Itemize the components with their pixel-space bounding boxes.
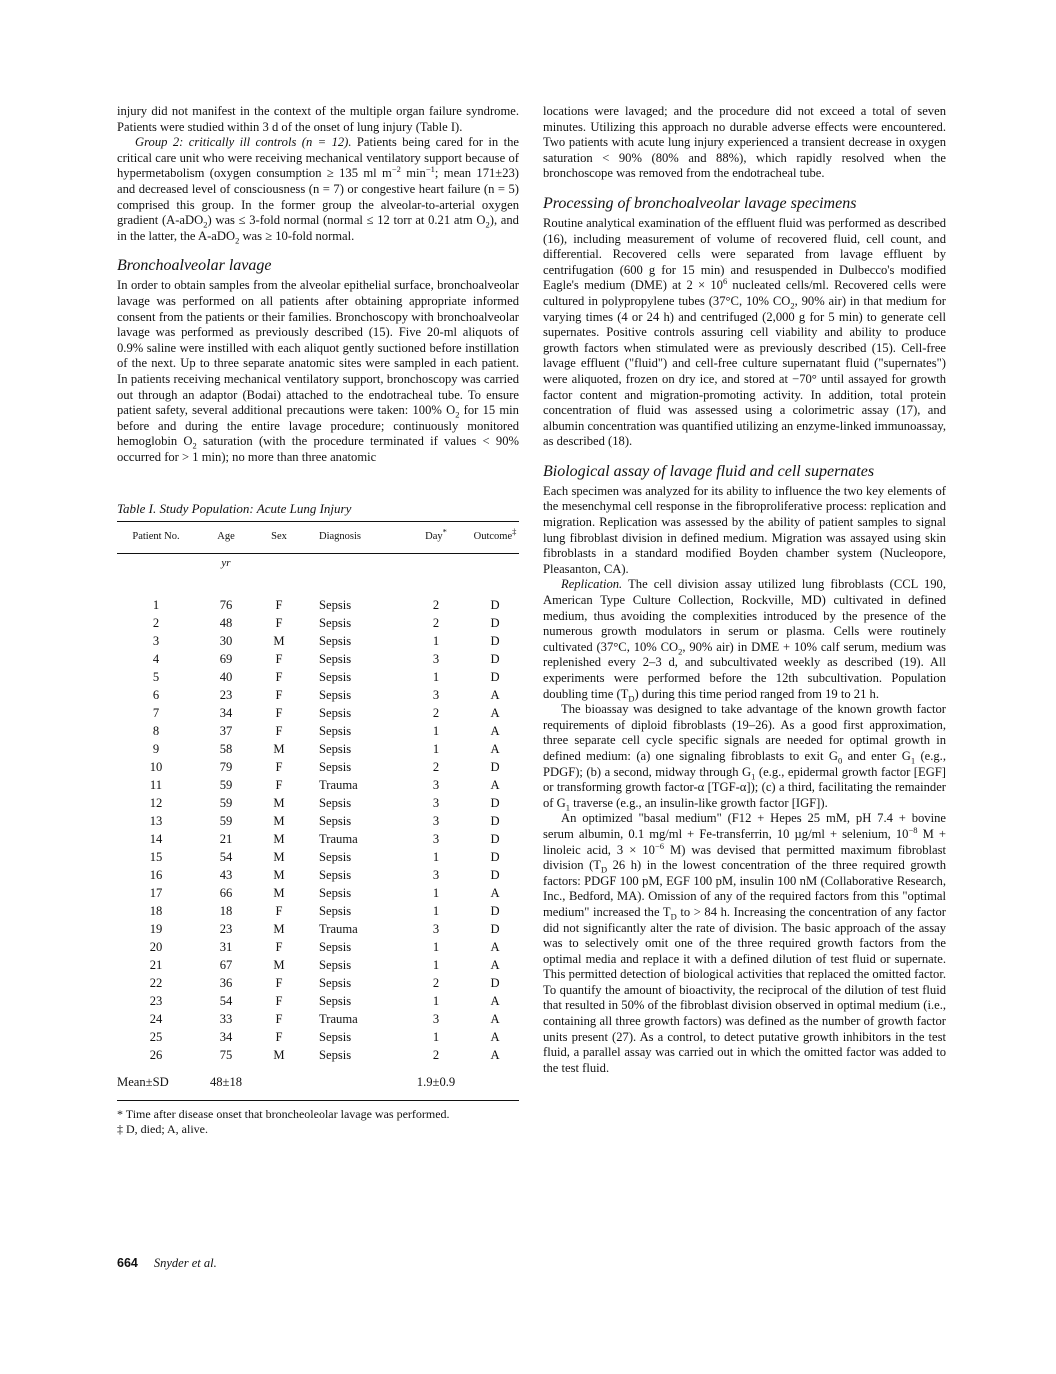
table-bottom-rule bbox=[117, 1100, 519, 1101]
cell-age: 67 bbox=[219, 957, 233, 972]
cell-patient-no: 12 bbox=[149, 795, 163, 810]
section-heading-biological-assay: Biological assay of lavage fluid and cell supernates bbox=[543, 462, 875, 480]
cell-age: 54 bbox=[219, 849, 233, 864]
cell-day: 3 bbox=[432, 813, 440, 828]
cell-age: 37 bbox=[219, 723, 233, 738]
study-population-table bbox=[117, 522, 519, 1094]
table-row bbox=[117, 938, 519, 956]
cell-sex: F bbox=[275, 777, 283, 792]
paragraph-assay-intro: Each specimen was analyzed for its ability to influence the two key elements of the mesenchymal cell response in the fibroproliferative process: replication and migration. Replication was assessed by the ability of patient samples to signal lung fibroblast division in defined medium. Migration was assayed using skin fibroblasts in a standard modified Boyden chamber system (Nucleopore, Pleasanton, CA). bbox=[543, 483, 946, 576]
paragraph-bioassay-design: The bioassay was designed to take advantage of the known growth factor requirements of diploid fibroblasts (19–26). As a good first approximation, three separate cell cycle specific signals are needed for optimal growth in defined medium: (a) one signaling fibroblasts to exit $G_0$ and enter $G_1$ (e.g., PDGF); (b) a second, midway through $G_1$ (e.g., epidermal growth factor [EGF] or transforming growth factor-α [TGF-α]); (c) a third, facilitating the remainder of $G_1$ traverse (e.g., an insulin-like growth factor [IGF]). bbox=[543, 702, 946, 813]
cell-sex: F bbox=[275, 993, 283, 1008]
cell-patient-no: 26 bbox=[149, 1047, 163, 1062]
cell-diagnosis: Sepsis bbox=[319, 939, 352, 954]
cell-patient-no: 10 bbox=[149, 759, 163, 774]
cell-patient-no: 4 bbox=[152, 651, 160, 666]
cell-day: 2 bbox=[432, 975, 440, 990]
table-row bbox=[117, 956, 519, 974]
cell-day: 2 bbox=[432, 615, 440, 630]
table-title: Table I. Study Population: Acute Lung Injury bbox=[117, 501, 352, 517]
cell-sex: M bbox=[273, 795, 285, 810]
cell-sex: F bbox=[275, 669, 283, 684]
section-heading-bronchoalveolar-lavage: Bronchoalveolar lavage bbox=[117, 257, 272, 275]
paragraph-basal-medium: An optimized "basal medium" (F12 + Hepes 25 mM, pH 7.4 + bovine serum albumin, 0.1 mg/ml + Fe-transferrin, 10 µg/ml + selenium, $10^{-8}$ M + linoleic acid, $3 \times 10^{-6}$ M) was devised that permitted maximum fibroblast division ($T_D$ 26 h) in the lowest concentration of the three required growth factors: PDGF 100 pM, EGF 100 pM, insulin 100 nM (Collaborative Research, Inc., Bedford, MA). Omission of any of the required factors from this "optimal medium" increased the $T_D$ to > 84 h. Increasing the concentration of any factor did not significantly alter the rate of division. The basic approach of the assay was to selectively omit one of the three required growth factors from the optimal media and replace it with a defined dilution of test fluid or supernate. This permitted detection of biological activities that replaced the omitted factor. To quantify the amount of bioactivity, the reciprocal of the dilution of test fluid that resulted in 50% of the fibroblast division observed in optimal medium (i.e., containing all three growth factors) was defined as the number of growth factor units present (27). As a control, to detect putative growth inhibitors in the test fluid, a parallel assay was carried out in which the omitted factor was added to the test fluid. bbox=[543, 811, 946, 1075]
cell-day: 3 bbox=[432, 921, 440, 936]
cell-sex: M bbox=[273, 813, 285, 828]
table-mean-row bbox=[117, 1064, 519, 1094]
cell-age: 30 bbox=[219, 633, 233, 648]
cell-outcome: A bbox=[490, 1047, 500, 1062]
cell-outcome: D bbox=[490, 759, 500, 774]
cell-outcome: D bbox=[490, 921, 500, 936]
cell-diagnosis: Sepsis bbox=[319, 615, 352, 630]
cell-patient-no: 6 bbox=[152, 687, 160, 702]
cell-sex: M bbox=[273, 633, 285, 648]
cell-diagnosis: Sepsis bbox=[319, 795, 352, 810]
table-row bbox=[117, 1010, 519, 1028]
cell-diagnosis: Sepsis bbox=[319, 723, 352, 738]
cell-age: 59 bbox=[219, 813, 233, 828]
cell-patient-no: 7 bbox=[152, 705, 160, 720]
running-authors: Snyder et al. bbox=[153, 1256, 217, 1270]
cell-diagnosis: Sepsis bbox=[319, 993, 352, 1008]
header-day: Day* bbox=[401, 522, 471, 553]
cell-diagnosis: Sepsis bbox=[319, 867, 352, 882]
cell-diagnosis: Sepsis bbox=[319, 885, 352, 900]
cell-sex: F bbox=[275, 759, 283, 774]
cell-patient-no: 3 bbox=[152, 633, 160, 648]
cell-sex: F bbox=[275, 1029, 283, 1044]
cell-sex: F bbox=[275, 975, 283, 990]
cell-outcome: D bbox=[490, 903, 500, 918]
cell-diagnosis: Sepsis bbox=[319, 759, 352, 774]
cell-age: 34 bbox=[219, 1029, 233, 1044]
cell-age: 23 bbox=[219, 921, 233, 936]
paragraph-replication: Replication. The cell division assay utilized lung fibroblasts (CCL 190, American Type Culture Collection, Rockville, MD) cultivated in defined medium, thus avoiding the complexities introduced by the presence of the numerous growth modulators in serum or plasma. Cells were routinely cultivated (37°C, 10% $CO_2$, 90% air) in DME + 10% calf serum, medium was replenished every 2–3 d, and subcultivated weekly as described (19). All experiments were performed before the 12th subcultivation. Population doubling time $(T_D)$ during this time period ranged from 19 to 21 h. bbox=[543, 577, 946, 704]
cell-patient-no: 15 bbox=[149, 849, 163, 864]
cell-day: 1 bbox=[432, 741, 440, 756]
paragraph-group1-end: injury did not manifest in the context of the multiple organ failure syndrome. Patients were studied within 3 d of the onset of lung injury (Table I). bbox=[117, 104, 519, 134]
cell-day: 3 bbox=[432, 777, 440, 792]
paragraph-bal-safety: locations were lavaged; and the procedure did not exceed a total of seven minutes. Utilizing this approach no durable adverse effects were encountered. Two patients with acute lung injury experienced a transient decrease in oxygen saturation < 90% (80% and 88%), which rapidly resolved when the bronchoscope was removed from the endotracheal tube. bbox=[543, 104, 946, 181]
cell-patient-no: 1 bbox=[152, 597, 160, 612]
cell-sex: F bbox=[275, 1011, 283, 1026]
cell-diagnosis: Trauma bbox=[319, 831, 358, 846]
cell-day: 3 bbox=[432, 687, 440, 702]
table-footnotes bbox=[117, 1107, 519, 1137]
table-row bbox=[117, 668, 519, 686]
cell-patient-no: 16 bbox=[149, 867, 163, 882]
cell-patient-no: 5 bbox=[152, 669, 160, 684]
table-row bbox=[117, 902, 519, 920]
cell-day: 2 bbox=[432, 1047, 440, 1062]
cell-patient-no: 14 bbox=[149, 831, 163, 846]
cell-patient-no: 22 bbox=[149, 975, 163, 990]
cell-age: 33 bbox=[219, 1011, 233, 1026]
cell-day: 3 bbox=[432, 831, 440, 846]
cell-age: 58 bbox=[219, 741, 233, 756]
cell-outcome: D bbox=[490, 633, 500, 648]
table-row bbox=[117, 794, 519, 812]
cell-day: 2 bbox=[432, 597, 440, 612]
cell-outcome: D bbox=[490, 669, 500, 684]
cell-outcome: D bbox=[490, 867, 500, 882]
cell-age: 36 bbox=[219, 975, 233, 990]
table-row bbox=[117, 830, 519, 848]
header-patient-no: Patient No. bbox=[117, 522, 195, 553]
cell-patient-no: 13 bbox=[149, 813, 163, 828]
page-number: 664 bbox=[117, 1256, 138, 1270]
cell-sex: F bbox=[275, 597, 283, 612]
cell-diagnosis: Sepsis bbox=[319, 903, 352, 918]
table-row bbox=[117, 1046, 519, 1064]
cell-outcome: D bbox=[490, 975, 500, 990]
replication-lead: Replication. bbox=[561, 577, 623, 592]
cell-patient-no: 19 bbox=[149, 921, 163, 936]
cell-day: 1 bbox=[432, 903, 440, 918]
cell-sex: M bbox=[273, 831, 285, 846]
cell-outcome: A bbox=[490, 723, 500, 738]
cell-sex: M bbox=[273, 885, 285, 900]
cell-diagnosis: Sepsis bbox=[319, 597, 352, 612]
cell-patient-no: 17 bbox=[149, 885, 163, 900]
cell-age: 76 bbox=[219, 597, 233, 612]
cell-day: 1 bbox=[432, 669, 440, 684]
cell-sex: F bbox=[275, 687, 283, 702]
cell-diagnosis: Sepsis bbox=[319, 849, 352, 864]
cell-age: 79 bbox=[219, 759, 233, 774]
cell-day: 3 bbox=[432, 1011, 440, 1026]
page-footer bbox=[117, 1256, 217, 1271]
cell-diagnosis: Sepsis bbox=[319, 1029, 352, 1044]
table-header-row bbox=[117, 522, 519, 553]
cell-age: 40 bbox=[219, 669, 233, 684]
cell-diagnosis: Sepsis bbox=[319, 741, 352, 756]
cell-age: 66 bbox=[219, 885, 233, 900]
cell-outcome: A bbox=[490, 939, 500, 954]
table-row bbox=[117, 866, 519, 884]
paragraph-bal-method: In order to obtain samples from the alveolar epithelial surface, bronchoalveolar lavage was performed on all patients after obtaining appropriate informed consent from the patients or their families. Bronchoscopy with bronchoalveolar lavage was performed as previously described (15). Five 20-ml aliquots of 0.9% saline were instilled with each aliquot gently suctioned before instillation of the next. Up to three separate anatomic sites were sampled in each patient. In patients receiving mechanical ventilatory support, bronchoscopy was carried out through an adaptor (Bodai) attached to the endotracheal tube. To ensure patient safety, several additional precautions were taken: 100% $O_2$ for 15 min before and during the entire lavage procedure; continuously monitored hemoglobin $O_2$ saturation (with the procedure terminated if values < 90% occurred for > 1 min); no more than three anatomic bbox=[117, 278, 519, 464]
cell-diagnosis: Sepsis bbox=[319, 669, 352, 684]
cell-diagnosis: Sepsis bbox=[319, 633, 352, 648]
cell-patient-no: 8 bbox=[152, 723, 160, 738]
cell-diagnosis: Trauma bbox=[319, 777, 358, 792]
cell-sex: M bbox=[273, 957, 285, 972]
cell-age: 48 bbox=[219, 615, 233, 630]
cell-sex: M bbox=[273, 849, 285, 864]
cell-outcome: D bbox=[490, 615, 500, 630]
cell-sex: F bbox=[275, 939, 283, 954]
cell-age: 69 bbox=[219, 651, 233, 666]
cell-age: 59 bbox=[219, 795, 233, 810]
header-sex: Sex bbox=[257, 522, 301, 553]
cell-outcome: D bbox=[490, 597, 500, 612]
table-row bbox=[117, 920, 519, 938]
cell-patient-no: 18 bbox=[149, 903, 163, 918]
table-units-row bbox=[117, 553, 519, 574]
cell-outcome: A bbox=[490, 687, 500, 702]
cell-patient-no: 2 bbox=[152, 615, 160, 630]
mean-age: 48±18 bbox=[209, 1074, 243, 1089]
cell-outcome: A bbox=[490, 741, 500, 756]
cell-age: 43 bbox=[219, 867, 233, 882]
cell-day: 3 bbox=[432, 867, 440, 882]
table-row bbox=[117, 1028, 519, 1046]
table-row bbox=[117, 704, 519, 722]
table-row bbox=[117, 686, 519, 704]
cell-day: 1 bbox=[432, 633, 440, 648]
cell-sex: M bbox=[273, 741, 285, 756]
cell-patient-no: 20 bbox=[149, 939, 163, 954]
table-row bbox=[117, 992, 519, 1010]
paragraph-group2: Group 2: critically ill controls (n = 12). Patients being cared for in the critical care unit who were receiving mechanical ventilatory support because of hypermetabolism (oxygen consumption ≥ 135 ml $m^{-2}$ $\min^{-1}$; mean 171±23) and decreased level of consciousness (n = 7) or congestive heart failure (n = 5) comprised this group. In the former group the alveolar-to-arterial oxygen gradient (A-aDO$_2$) was ≤ 3-fold normal (normal ≤ 12 torr at 0.21 atm $O_2$), and in the latter, the A-aDO$_2$ was ≥ 10-fold normal. bbox=[117, 135, 519, 246]
cell-diagnosis: Sepsis bbox=[319, 975, 352, 990]
cell-age: 34 bbox=[219, 705, 233, 720]
mean-label: Mean±SD bbox=[117, 1074, 169, 1089]
cell-sex: F bbox=[275, 705, 283, 720]
cell-day: 1 bbox=[432, 885, 440, 900]
section-heading-processing: Processing of bronchoalveolar lavage specimens bbox=[543, 194, 857, 212]
table-row bbox=[117, 632, 519, 650]
cell-day: 3 bbox=[432, 651, 440, 666]
cell-outcome: D bbox=[490, 849, 500, 864]
table-row bbox=[117, 722, 519, 740]
cell-patient-no: 9 bbox=[152, 741, 160, 756]
cell-diagnosis: Sepsis bbox=[319, 813, 352, 828]
cell-outcome: D bbox=[490, 795, 500, 810]
cell-outcome: A bbox=[490, 993, 500, 1008]
table-row bbox=[117, 812, 519, 830]
group2-lead: Group 2: critically ill controls (n = 12). bbox=[135, 135, 352, 150]
cell-day: 1 bbox=[432, 723, 440, 738]
cell-diagnosis: Sepsis bbox=[319, 1047, 352, 1062]
table-row bbox=[117, 596, 519, 614]
cell-day: 1 bbox=[432, 993, 440, 1008]
cell-diagnosis: Sepsis bbox=[319, 705, 352, 720]
table-row bbox=[117, 740, 519, 758]
cell-age: 21 bbox=[219, 831, 233, 846]
left-column bbox=[117, 104, 519, 1137]
cell-day: 3 bbox=[432, 795, 440, 810]
cell-sex: F bbox=[275, 903, 283, 918]
cell-outcome: A bbox=[490, 1011, 500, 1026]
cell-age: 59 bbox=[219, 777, 233, 792]
cell-patient-no: 24 bbox=[149, 1011, 163, 1026]
cell-day: 2 bbox=[432, 759, 440, 774]
cell-diagnosis: Sepsis bbox=[319, 957, 352, 972]
paragraph-processing: Routine analytical examination of the effluent fluid was performed as described (16), including measurement of volume of recovered fluid, cell count, and differential. Recovered cells were separated from lavage effluent by centrifugation (600 g for 15 min) and resuspended in Dulbecco's modified Eagle's medium (DME) at $2 \times 10^6$ nucleated cells/ml. Recovered cells were cultured in polypropylene tubes (37°C, 10% $CO_2$, 90% air) in that medium for varying times (4 or 24 h) and centrifuged (2,000 g for 5 min) to generate cell supernates. Positive controls assuring cell viability and ability to produce growth factors when stimulated were as previously described (15). Cell-free lavage effluent ("fluid") and cell-free culture supernatant fluid ("supernates") were aliquoted, frozen on dry ice, and stored at −70° until assayed for growth factor content and migration-promoting activity. In addition, total protein concentration of fluid was assessed using a colorimetric assay (17), and albumin concentration was quantified utilizing an enzyme-linked immunoassay, as described (18). bbox=[543, 215, 946, 449]
table-row bbox=[117, 614, 519, 632]
footnote-day: * Time after disease onset that broncheoleolar lavage was performed. bbox=[117, 1106, 450, 1121]
table-row bbox=[117, 974, 519, 992]
cell-outcome: D bbox=[490, 813, 500, 828]
cell-sex: M bbox=[273, 1047, 285, 1062]
cell-day: 1 bbox=[432, 939, 440, 954]
cell-day: 1 bbox=[432, 1029, 440, 1044]
cell-diagnosis: Sepsis bbox=[319, 687, 352, 702]
cell-day: 1 bbox=[432, 849, 440, 864]
header-outcome: Outcome‡ bbox=[471, 522, 519, 553]
age-unit: yr bbox=[221, 556, 231, 569]
header-age: Age bbox=[195, 522, 257, 553]
cell-outcome: A bbox=[490, 957, 500, 972]
table-row bbox=[117, 758, 519, 776]
cell-patient-no: 11 bbox=[149, 777, 163, 792]
cell-outcome: A bbox=[490, 705, 500, 720]
cell-outcome: A bbox=[490, 885, 500, 900]
table-row bbox=[117, 884, 519, 902]
cell-sex: F bbox=[275, 615, 283, 630]
cell-sex: F bbox=[275, 651, 283, 666]
header-diagnosis: Diagnosis bbox=[301, 522, 401, 553]
cell-sex: F bbox=[275, 723, 283, 738]
table-row bbox=[117, 848, 519, 866]
footnote-outcome: ‡ D, died; A, alive. bbox=[117, 1121, 208, 1136]
cell-diagnosis: Trauma bbox=[319, 1011, 358, 1026]
cell-day: 2 bbox=[432, 705, 440, 720]
cell-patient-no: 21 bbox=[149, 957, 163, 972]
cell-outcome: D bbox=[490, 651, 500, 666]
cell-diagnosis: Trauma bbox=[319, 921, 358, 936]
table-row bbox=[117, 650, 519, 668]
cell-patient-no: 25 bbox=[149, 1029, 163, 1044]
cell-day: 1 bbox=[432, 957, 440, 972]
cell-age: 54 bbox=[219, 993, 233, 1008]
cell-outcome: D bbox=[490, 831, 500, 846]
cell-patient-no: 23 bbox=[149, 993, 163, 1008]
cell-outcome: A bbox=[490, 777, 500, 792]
cell-outcome: A bbox=[490, 1029, 500, 1044]
cell-diagnosis: Sepsis bbox=[319, 651, 352, 666]
cell-age: 31 bbox=[219, 939, 233, 954]
cell-age: 75 bbox=[219, 1047, 233, 1062]
cell-sex: M bbox=[273, 921, 285, 936]
mean-day: 1.9±0.9 bbox=[416, 1074, 456, 1089]
cell-age: 18 bbox=[219, 903, 233, 918]
right-column bbox=[543, 104, 946, 1076]
cell-age: 23 bbox=[219, 687, 233, 702]
cell-sex: M bbox=[273, 867, 285, 882]
table-row bbox=[117, 776, 519, 794]
